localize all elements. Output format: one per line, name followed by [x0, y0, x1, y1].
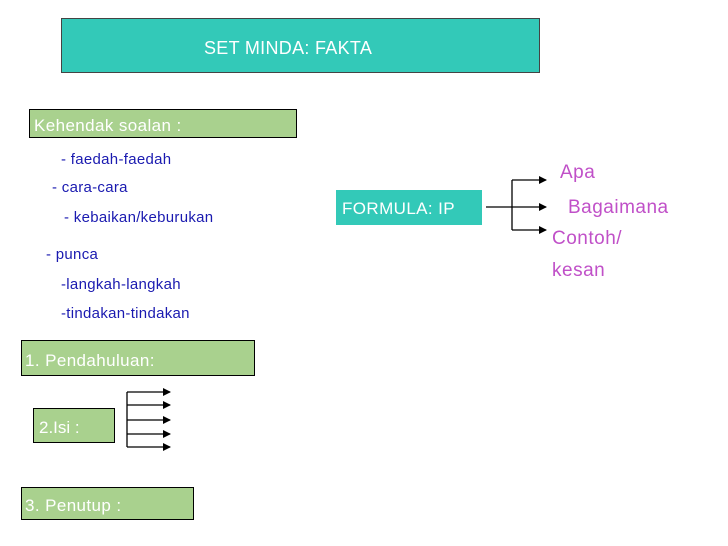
- page-title: SET MINDA: FAKTA: [204, 38, 373, 58]
- kehendak-label: Kehendak soalan :: [34, 116, 182, 135]
- branch-bagaimana: Bagaimana: [568, 197, 669, 218]
- kehendak-item-langkah: -langkah-langkah: [61, 276, 181, 293]
- penutup-label: 3. Penutup :: [25, 496, 122, 515]
- branch-contoh: Contoh/: [552, 228, 623, 249]
- kehendak-item-punca: - punca: [46, 246, 99, 263]
- branch-apa: Apa: [560, 162, 596, 183]
- pendahuluan-label: 1. Pendahuluan:: [25, 351, 155, 370]
- kehendak-item-tindakan: -tindakan-tindakan: [61, 305, 190, 322]
- kehendak-item-cara: - cara-cara: [52, 179, 128, 196]
- kehendak-item-kebaikan: - kebaikan/keburukan: [64, 209, 214, 226]
- branch-kesan: kesan: [552, 260, 606, 281]
- kehendak-item-faedah: - faedah-faedah: [61, 151, 172, 168]
- isi-label: 2.Isi :: [39, 418, 80, 437]
- formula-label: FORMULA: IP: [342, 199, 456, 218]
